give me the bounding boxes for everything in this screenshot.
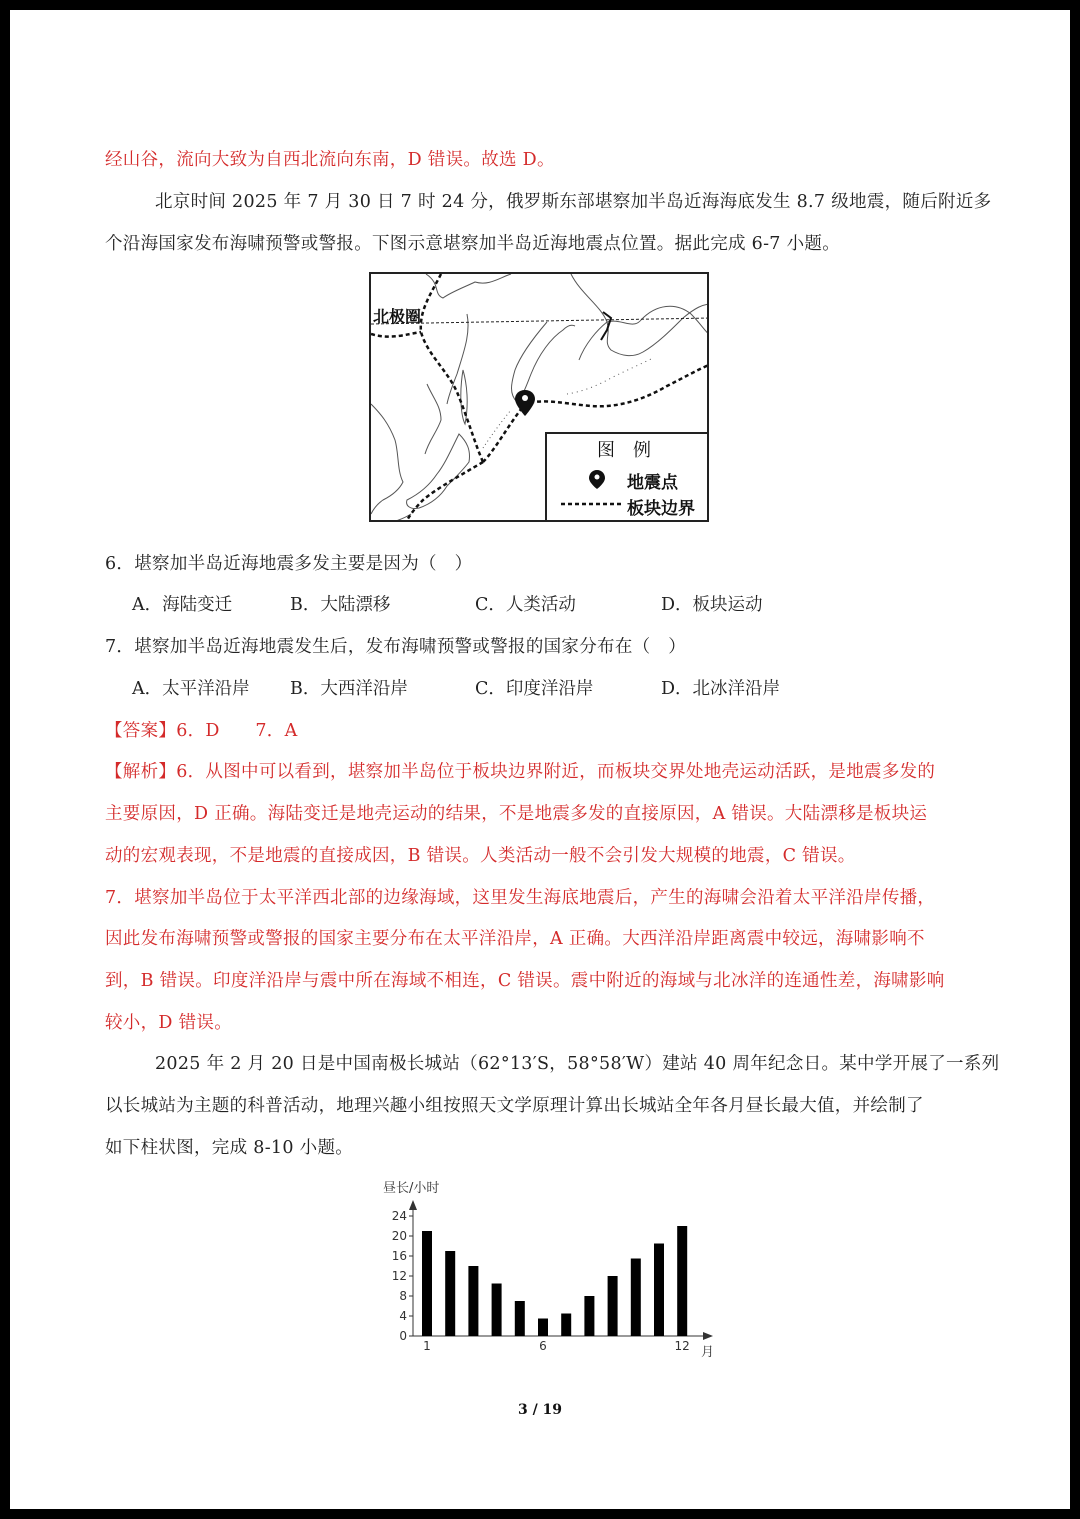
y-axis-label: 昼长/小时 — [383, 1181, 440, 1196]
bar-month-8 — [584, 1296, 594, 1336]
x-tick-label: 6 — [539, 1339, 547, 1353]
arctic-circle-label: 北极圈 — [373, 307, 422, 326]
bar-month-5 — [515, 1301, 525, 1336]
bar-month-12 — [677, 1226, 687, 1336]
q6-option-c: C．人类活动 — [475, 595, 576, 615]
analysis-text-1: 6．从图中可以看到，堪察加半岛位于板块边界附近，而板块交界处地壳运动活跃，是地震多发的 — [176, 762, 936, 782]
map-legend — [545, 432, 709, 522]
question-intro-line-2: 个沿海国家发布海啸预警或警报。下图示意堪察加半岛近海地震点位置。据此完成 6-7 小题。 — [105, 234, 841, 254]
y-tick-label: 20 — [391, 1229, 407, 1243]
analysis-line-4: 7．堪察加半岛位于太平洋西北部的边缘海域，这里发生海底地震后，产生的海啸会沿着太平洋沿岸传播， — [105, 888, 936, 908]
legend-title: 图 例 — [597, 440, 651, 461]
question-intro-line-1: 北京时间 2025 年 7 月 30 日 7 时 24 分，俄罗斯东部堪察加半岛近海海底发生 8.7 级地震，随后附近多 — [155, 192, 992, 212]
bar-month-7 — [561, 1314, 571, 1337]
y-axis-arrow-icon — [409, 1200, 417, 1210]
answer-tag: 【答案】 — [105, 721, 177, 741]
analysis-continuation: 经山谷，流向大致为自西北流向东南，D 错误。故选 D。 — [105, 150, 555, 170]
question-intro-line-3: 2025 年 2 月 20 日是中国南极长城站（62°13′S，58°58′W）建站 40 周年纪念日。某中学开展了一系列 — [155, 1054, 1000, 1074]
bar-month-2 — [445, 1251, 455, 1336]
q6-option-b: B．大陆漂移 — [290, 595, 391, 615]
answer-body: 6．D 7．A — [176, 721, 298, 741]
bar-month-11 — [654, 1244, 664, 1337]
bar-month-3 — [468, 1266, 478, 1336]
analysis-line-3: 动的宏观表现，不是地震的直接成因，B 错误。人类活动一般不会引发大规模的地震，C 错误。 — [105, 846, 856, 866]
x-axis-label: 月 — [701, 1345, 715, 1360]
analysis-line-7: 较小，D 错误。 — [105, 1013, 232, 1033]
q6-option-d: D．板块运动 — [661, 595, 763, 615]
daylength-bar-chart — [365, 1168, 725, 1368]
y-tick-label: 4 — [399, 1309, 407, 1323]
document-page — [10, 10, 1070, 1509]
y-tick-label: 0 — [399, 1329, 407, 1343]
q7-option-b: B．大西洋沿岸 — [290, 679, 408, 699]
analysis-tag: 【解析】 — [105, 762, 177, 782]
q7-option-d: D．北冰洋沿岸 — [661, 679, 781, 699]
map-pin-icon — [515, 390, 535, 416]
y-tick-label: 8 — [399, 1289, 407, 1303]
bar-month-4 — [492, 1284, 502, 1337]
bar-month-10 — [631, 1259, 641, 1337]
q6-option-a: A．海陆变迁 — [132, 595, 233, 615]
legend-quake-label: 地震点 — [627, 473, 678, 493]
y-tick-label: 16 — [391, 1249, 407, 1263]
question-6: 6．堪察加半岛近海地震多发主要是因为（ ） — [105, 554, 473, 574]
legend-boundary-line — [561, 500, 621, 508]
bar-month-1 — [422, 1231, 432, 1336]
q7-option-c: C．印度洋沿岸 — [475, 679, 594, 699]
legend-boundary-label: 板块边界 — [627, 499, 695, 519]
question-7: 7．堪察加半岛近海地震发生后，发布海啸预警或警报的国家分布在（ ） — [105, 637, 687, 657]
y-tick-label: 12 — [391, 1269, 407, 1283]
question-intro-line-4: 以长城站为主题的科普活动，地理兴趣小组按照天文学原理计算出长城站全年各月昼长最大值，并绘制了 — [105, 1096, 924, 1116]
analysis-line-5: 因此发布海啸预警或警报的国家主要分布在太平洋沿岸，A 正确。大西洋沿岸距离震中较远，海啸影响不 — [105, 929, 925, 949]
analysis-line-2: 主要原因，D 正确。海陆变迁是地壳运动的结果，不是地震多发的直接原因，A 错误。大陆漂移是板块运 — [105, 804, 928, 824]
analysis-line-1 — [105, 758, 935, 783]
x-axis-arrow-icon — [703, 1332, 713, 1340]
x-tick-label: 1 — [423, 1339, 431, 1353]
question-intro-line-5: 如下柱状图，完成 8-10 小题。 — [105, 1138, 354, 1158]
answer-line — [105, 717, 298, 742]
q7-option-a: A．太平洋沿岸 — [132, 679, 250, 699]
kamchatka-map-figure — [369, 272, 709, 522]
legend-map-pin-icon — [587, 468, 607, 490]
y-tick-label: 24 — [391, 1209, 407, 1223]
bar-month-9 — [608, 1276, 618, 1336]
page-number: 3 / 19 — [517, 1402, 563, 1418]
analysis-line-6: 到，B 错误。印度洋沿岸与震中所在海域不相连，C 错误。震中附近的海域与北冰洋的连通性差，海啸影响 — [105, 971, 945, 991]
bar-month-6 — [538, 1319, 548, 1337]
x-tick-label: 12 — [674, 1339, 690, 1353]
